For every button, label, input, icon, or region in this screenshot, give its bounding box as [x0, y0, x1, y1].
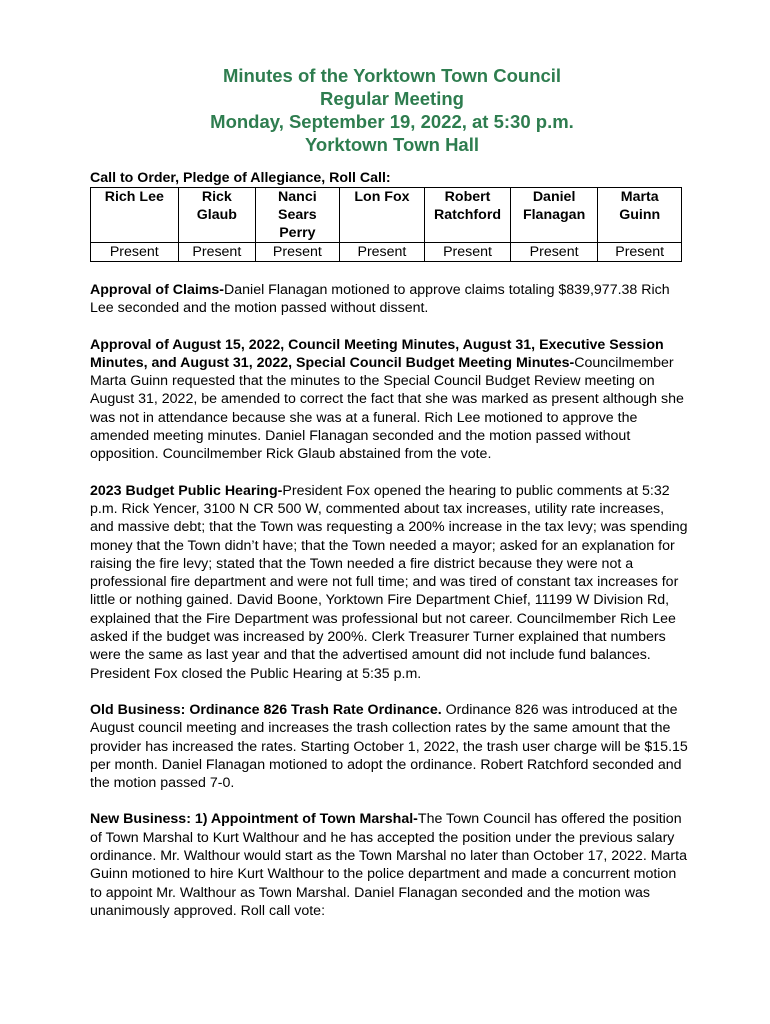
title-line-3: Monday, September 19, 2022, at 5:30 p.m. [210, 111, 574, 132]
member-name-cell [91, 188, 179, 243]
budget-hearing-heading: 2023 Budget Public Hearing- [90, 482, 283, 499]
title-line-4: Yorktown Town Hall [304, 134, 480, 155]
member-name-line: Ratchford [434, 207, 502, 223]
old-business-heading: Old Business: Ordinance 826 Trash Rate Ordinance. [90, 701, 442, 718]
roll-call-status-row [91, 243, 682, 262]
member-name-line: Marta [620, 189, 659, 205]
roll-call-table [90, 187, 682, 262]
claims-heading: Approval of Claims- [90, 282, 225, 298]
member-name-cell [339, 188, 425, 243]
new-business-body: The Town Council has offered the position of Town Marshal to Kurt Walthour and he has accepted the position under the previous salary ordinance. Mr. Walthour would start as the Town Marshal no later than October 17, 2022. Marta Guinn motioned to hire Kurt Walthour to the police department and made a concurrent motion to appoint Mr. Walthour as Town Marshal. Daniel Flanagan seconded and the motion was unanimously approved. Roll call vote: [90, 811, 687, 919]
member-name-line: Lon Fox [354, 189, 410, 205]
member-status: Present [339, 243, 425, 262]
member-name-line: Perry [279, 225, 316, 241]
budget-hearing-body: President Fox opened the hearing to public comments at 5:32 p.m. Rick Yencer, 3100 N CR 500 W, commented about tax increases, utility rate increases, and massive debt; that the Town was requesting a 200% increase in the tax levy; was spending money that the Town didn’t have; that the Town needed a mayor; asked for an explanation for raising the fire levy; stated that the Town needed a fire district because they were not a professional fire department and were not full time; and was tired of constant tax increases for little or nothing gained. David Boone, Yorktown Fire Department Chief, 11199 W Division Rd, explained that the Fire Department was professional but not career. Councilmember Rich Lee asked if the budget was increased by 200%. Clerk Treasurer Turner explained that numbers were the same as last year and that the advertised amount did not include fund balances. President Fox closed the Public Hearing at 5:35 p.m. [90, 482, 688, 682]
member-status: Present [425, 243, 511, 262]
minutes-page [90, 64, 690, 920]
member-name-line: Rick [201, 189, 232, 205]
claims-paragraph [90, 281, 690, 318]
title-line-2: Regular Meeting [320, 88, 464, 109]
new-business-paragraph [90, 810, 690, 920]
member-name-cell [256, 188, 340, 243]
member-name-cell [510, 188, 598, 243]
budget-hearing-paragraph [90, 482, 690, 683]
member-name-line: Robert [444, 189, 491, 205]
member-status: Present [178, 243, 256, 262]
member-status: Present [256, 243, 340, 262]
member-name-cell [178, 188, 256, 243]
member-name-line: Guinn [619, 207, 661, 223]
member-status: Present [598, 243, 682, 262]
roll-call-names-row [91, 188, 682, 243]
member-name-line: Rich Lee [104, 189, 164, 205]
member-name-line: Flanagan [522, 207, 586, 223]
claims-body: Daniel Flanagan motioned to approve claims totaling $839,977.38 Rich Lee seconded and the motion passed without dissent. [90, 282, 670, 317]
minutes-approval-heading: Approval of August 15, 2022, Council Meeting Minutes, August 31, Executive Session Minutes, and August 31, 2022, Special Council Budget Meeting Minutes- [90, 336, 664, 371]
minutes-approval-paragraph [90, 336, 690, 464]
member-name-line: Daniel [532, 189, 576, 205]
roll-call-heading: Call to Order, Pledge of Allegiance, Roll Call: [90, 170, 391, 186]
member-name-line: Nanci [278, 189, 317, 205]
old-business-body: Ordinance 826 was introduced at the August council meeting and increases the trash collection rates by the same amount that the provider has increased the rates. Starting October 1, 2022, the trash user charge will be $15.15 per month. Daniel Flanagan motioned to adopt the ordinance. Robert Ratchford seconded and the motion passed 7-0. [90, 701, 688, 792]
title-line-1: Minutes of the Yorktown Town Council [222, 65, 562, 86]
document-title [94, 64, 690, 156]
member-name-cell [598, 188, 682, 243]
member-name-cell [425, 188, 511, 243]
old-business-paragraph [90, 701, 690, 792]
minutes-approval-body: Councilmember Marta Guinn requested that the minutes to the Special Council Budget Review meeting on August 31, 2022, be amended to correct the fact that she was marked as present although she was not in attendance because she was at a funeral. Rich Lee motioned to approve the amended meeting minutes. Daniel Flanagan seconded and the motion passed without opposition. Councilmember Rick Glaub abstained from the vote. [90, 354, 684, 463]
member-name-line: Sears [278, 207, 317, 223]
member-status: Present [510, 243, 598, 262]
member-status: Present [91, 243, 179, 262]
new-business-heading: New Business: 1) Appointment of Town Marshal- [90, 811, 418, 828]
member-name-line: Glaub [196, 207, 237, 223]
